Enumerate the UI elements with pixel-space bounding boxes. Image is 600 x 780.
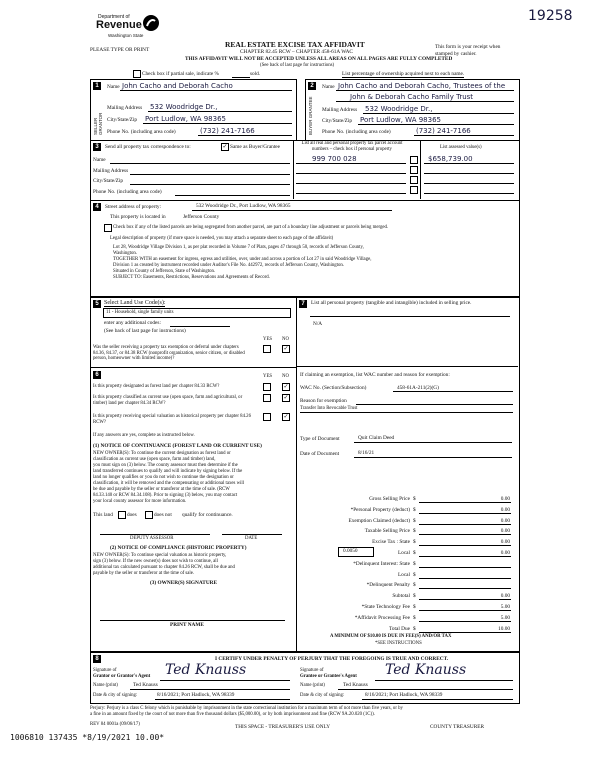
no-header-6: NO bbox=[282, 374, 289, 379]
same-as-buyer-label: Same as Buyer/Grantee bbox=[230, 144, 281, 150]
corr-phone-label: Phone No. (including area code) bbox=[93, 189, 162, 195]
parcel-number[interactable]: 999 700 028 bbox=[312, 155, 357, 163]
buyer-city[interactable]: Port Ludlow, WA 98365 bbox=[360, 116, 441, 124]
form-title: REAL ESTATE EXCISE TAX AFFIDAVIT bbox=[225, 40, 365, 49]
notice-line: be due and payable by the seller or transferor at the time of sale. (RCW bbox=[93, 487, 230, 492]
street-address[interactable]: 532 Woodridge Dr., Port Ludlow, WA 98365 bbox=[196, 203, 291, 209]
dor-logo-icon bbox=[142, 14, 160, 32]
section-2-number: 2 bbox=[308, 82, 316, 90]
legal-line: Division 1 as created by instrument recorded under Auditor's File No. 442972, records of Jefferson County, Washington. bbox=[113, 263, 344, 268]
current-use-question: Is this property classified as current use (open space, farm and agricultural, or timber) land per chapter 84.34 RCW? bbox=[93, 395, 243, 406]
personal-property-checkbox-4[interactable] bbox=[410, 186, 418, 194]
tax-row-label: Exemption Claimed (deduct) bbox=[348, 517, 410, 524]
segregated-checkbox[interactable] bbox=[104, 224, 112, 232]
sold-label: sold. bbox=[250, 71, 261, 77]
list-percentage-label: List percentage of ownership acquired next to each name. bbox=[342, 71, 465, 77]
historic-no[interactable]: ✓ bbox=[283, 413, 289, 420]
section-8-number: 8 bbox=[93, 655, 101, 663]
legal-line: TOGETHER WITH an easement for ingress, egress and utilities, over, under and across a portion of Lot 27 in said Woodridge Village, bbox=[113, 257, 372, 262]
assessed-value[interactable]: $658,739.00 bbox=[428, 155, 473, 163]
notice-line: land no longer qualifies or you do not wish to continue the designation or bbox=[93, 475, 234, 480]
reason-label: Reason for exemption bbox=[300, 398, 347, 404]
grantor-date-city[interactable]: 8/16/2021; Port Hadlock, WA 98339 bbox=[157, 692, 235, 698]
tax-row-value[interactable]: 0.00 bbox=[500, 496, 510, 502]
tax-row-label: *Personal Property (deduct) bbox=[350, 506, 410, 513]
see-back-note: (See back of last page for instructions) bbox=[260, 63, 335, 68]
dollar-sign: $ bbox=[413, 604, 416, 610]
corr-city-label: City/State/Zip bbox=[93, 178, 124, 184]
dor-logo: Department of Revenue Washington State bbox=[96, 14, 166, 42]
doc-type-label: Type of Document bbox=[300, 436, 340, 442]
exemption-label: If claiming an exemption, list WAC number and reason for exemption: bbox=[300, 372, 450, 378]
corr-name-label: Name bbox=[93, 157, 106, 163]
notice-line: your local county assessor for more information. bbox=[93, 499, 187, 504]
deputy-assessor-label: DEPUTY ASSESSOR bbox=[130, 536, 174, 541]
dollar-sign: $ bbox=[413, 614, 416, 621]
land-does-checkbox[interactable] bbox=[118, 511, 126, 519]
corr-mailing-label: Mailing Address bbox=[93, 168, 129, 174]
send-correspondence-label: Send all property tax correspondence to: bbox=[105, 144, 191, 150]
does-label: does bbox=[127, 512, 137, 518]
parcel-header: List all real and personal property tax parcel account numbers – check box if personal property bbox=[301, 141, 403, 152]
doc-date-label: Date of Document bbox=[300, 451, 340, 457]
seller-phone[interactable]: (732) 241-7166 bbox=[200, 127, 255, 135]
form-chapter: CHAPTER 82.45 RCW – CHAPTER 458-61A WAC bbox=[240, 49, 353, 55]
county-value[interactable]: Jefferson County bbox=[183, 214, 220, 220]
section-1-number: 1 bbox=[93, 82, 101, 90]
current-use-no[interactable]: ✓ bbox=[283, 394, 289, 401]
tax-row-label: *Delinquent Interest: State bbox=[353, 560, 410, 567]
notice-continuance-text bbox=[93, 451, 244, 505]
street-address-label: Street address of property: bbox=[105, 204, 162, 210]
section-5-number: 5 bbox=[93, 300, 101, 308]
not-accepted-notice: THIS AFFIDAVIT WILL NOT BE ACCEPTED UNLESS ALL AREAS ON ALL PAGES ARE FULLY COMPLETED bbox=[185, 56, 453, 62]
local-rate-box bbox=[338, 547, 374, 557]
receipt-note: This form is your receipt when stamped by cashier. bbox=[435, 44, 501, 57]
does-not-label: does not bbox=[154, 512, 172, 518]
section-7-number: 7 bbox=[299, 300, 307, 308]
grantor-signature[interactable]: Ted Knauss bbox=[165, 662, 247, 678]
see-instructions-note: *SEE INSTRUCTIONS bbox=[375, 641, 422, 646]
land-use-label: Select Land Use Code(s): bbox=[104, 300, 166, 306]
no-header: NO bbox=[282, 337, 289, 342]
grantee-date-label: Date & city of signing: bbox=[300, 693, 345, 698]
dollar-sign: $ bbox=[413, 528, 416, 535]
perjury-line: Perjury: Perjury is a class C felony which is punishable by imprisonment in the state correctional institution for a maximum term of not more than five years, or by bbox=[90, 706, 403, 711]
notice-continuance-title: (1) NOTICE OF CONTINUANCE (FOREST LAND OR CURRENT USE) bbox=[93, 443, 262, 449]
personal-property-checkbox-3[interactable] bbox=[410, 176, 418, 184]
tax-row-value[interactable]: 5.00 bbox=[500, 614, 510, 621]
dollar-sign: $ bbox=[413, 550, 416, 556]
perjury-line: a fine in an amount fixed by the court of not more than five thousand dollars ($5,000.00), or by both imprisonment and fine (RCW 9A.20.020 (1C)). bbox=[90, 712, 375, 717]
notice-compliance-text bbox=[93, 553, 235, 577]
notice-line: land transferred continues to qualify and will indicate by signing below. If the bbox=[93, 469, 243, 474]
seller-exemption-question: Was the seller receiving a property tax exemption or deferral under chapters 84.36, 84.37, or 84.38 RCW (nonprofit organization, senior citizen, or disabled person, homeowner with limited income)? bbox=[93, 345, 245, 361]
tax-row-label: Local bbox=[397, 550, 410, 556]
dollar-sign: $ bbox=[413, 582, 416, 589]
land-use-code: 11 - Household, single family units bbox=[106, 310, 174, 315]
tax-row-label: *State Technology Fee bbox=[361, 604, 410, 610]
notice-line: you must sign on (3) below. The county assessor must then determine if the bbox=[93, 463, 238, 468]
seller-exemption-no[interactable]: ✓ bbox=[283, 345, 289, 352]
personal-property-checkbox-1[interactable] bbox=[410, 156, 418, 164]
seller-name[interactable]: John Cacho and Deborah Cacho bbox=[122, 82, 233, 90]
dollar-sign: $ bbox=[413, 593, 416, 600]
tax-row-label: *Delinquent Penalty bbox=[366, 582, 410, 589]
yes-header-6: YES bbox=[263, 374, 273, 379]
owner-signature-label: (3) OWNER(S) SIGNATURE bbox=[150, 580, 217, 586]
print-name-label: PRINT NAME bbox=[170, 622, 204, 628]
minimum-fee-note: A MINIMUM OF $10.00 IS DUE IN FEE(S) AND/OR TAX bbox=[330, 634, 452, 639]
form-revision: REV 84 0001a (09/06/17) bbox=[90, 722, 140, 727]
grantor-sig-label: Signature of bbox=[93, 668, 117, 673]
notice-line: classification as current use (open space, farm and timber) land, bbox=[93, 457, 216, 462]
partial-sale-checkbox[interactable] bbox=[133, 70, 141, 78]
seller-mailing-label: Mailing Address bbox=[107, 105, 143, 111]
dollar-sign: $ bbox=[413, 560, 416, 567]
grantor-name-label: Name (print) bbox=[93, 683, 118, 688]
if-yes-instructions: If any answers are yes, complete as instructed below. bbox=[93, 433, 195, 438]
wac-number[interactable]: 458-61A-211(2)(G) bbox=[397, 385, 439, 391]
seller-side-label: SELLER GRANTOR bbox=[93, 112, 103, 135]
grantee-sig-label2: Grantee or Grantee's Agent bbox=[300, 674, 357, 679]
assessed-header: List assessed value(s) bbox=[440, 145, 482, 150]
notice-compliance-title: (2) NOTICE OF COMPLIANCE (HISTORIC PROPERTY) bbox=[110, 545, 247, 551]
buyer-phone-label: Phone No. (including area code) bbox=[322, 129, 391, 135]
tax-row-value[interactable]: 0.00 bbox=[500, 517, 510, 524]
notice-line: NEW OWNER(S): To continue the current designation as forest land or bbox=[93, 451, 231, 456]
section-6-number: 6 bbox=[93, 371, 101, 379]
deputy-date-label: DATE bbox=[245, 536, 258, 541]
grantee-name-label: Name (print) bbox=[300, 683, 325, 688]
tax-row-label: Subtotal bbox=[392, 593, 410, 600]
seller-city-label: City/State/Zip bbox=[107, 117, 138, 123]
local-rate[interactable]: 0.0050 bbox=[343, 548, 358, 554]
section-3-number: 3 bbox=[93, 143, 101, 151]
notice-line: sign (3) below. If the new owner(s) does not wish to continue, all bbox=[93, 559, 218, 564]
same-as-buyer-checkbox[interactable]: ✓ bbox=[222, 143, 228, 150]
grantor-name[interactable]: Ted Knauss bbox=[133, 682, 158, 688]
located-label: This property is located in bbox=[110, 214, 166, 220]
tax-row-label: Local bbox=[397, 571, 410, 578]
qualify-label: qualify for continuance. bbox=[182, 512, 233, 518]
partial-sale-label: Check box if partial sale, indicate % bbox=[142, 71, 219, 77]
handwritten-number: 19258 bbox=[528, 8, 573, 24]
personal-property-label: List all personal property (tangible and intangible) included in selling price. bbox=[311, 300, 472, 306]
dollar-sign: $ bbox=[413, 539, 416, 546]
buyer-mailing[interactable]: 532 Woodridge Dr., bbox=[365, 105, 433, 113]
land-does-not-checkbox[interactable] bbox=[145, 511, 153, 519]
additional-codes-label: enter any additional codes: bbox=[104, 320, 161, 326]
buyer-phone[interactable]: (732) 241-7166 bbox=[416, 127, 471, 135]
grantee-date-city[interactable]: 8/16/2021; Port Hadlock, WA 98339 bbox=[365, 692, 443, 698]
legal-line: Washington. bbox=[113, 251, 137, 256]
tax-row-label: Taxable Selling Price bbox=[364, 528, 410, 535]
perjury-notice bbox=[90, 706, 520, 718]
legal-line: Situated in County of Jefferson, State of Washington. bbox=[113, 269, 216, 274]
notice-line: NEW OWNER(S): To continue special valuation as historic property, bbox=[93, 553, 227, 558]
tax-row-value[interactable]: 0.00 bbox=[500, 593, 510, 600]
tax-row-value[interactable]: 0.00 bbox=[500, 506, 510, 513]
forest-land-yes[interactable] bbox=[263, 383, 271, 391]
tax-row-value[interactable]: 0.00 bbox=[500, 539, 510, 546]
county-treasurer-label: COUNTY TREASURER bbox=[430, 724, 485, 730]
tax-row-label: Total Due bbox=[389, 625, 410, 632]
grantee-signature[interactable]: Ted Knauss bbox=[385, 662, 467, 678]
type-or-print: PLEASE TYPE OR PRINT bbox=[90, 47, 150, 53]
tax-row-value[interactable]: 10.00 bbox=[498, 625, 510, 632]
buyer-name-label: Name bbox=[322, 84, 335, 90]
buyer-mailing-label: Mailing Address bbox=[322, 107, 358, 113]
personal-property-checkbox-2[interactable] bbox=[410, 166, 418, 174]
dollar-sign: $ bbox=[413, 571, 416, 578]
forest-land-no[interactable]: ✓ bbox=[283, 383, 289, 390]
tax-row-value[interactable]: 0.00 bbox=[500, 550, 510, 556]
tax-row-label: Excise Tax : State bbox=[372, 539, 410, 546]
historic-yes[interactable] bbox=[263, 413, 271, 421]
historic-question: Is this property receiving special valuation as historical property per chapter 84.26 RCW? bbox=[93, 414, 251, 425]
legal-description[interactable] bbox=[113, 245, 513, 281]
treasurer-stamp: 1006810 137435 *8/19/2021 10.00* bbox=[10, 733, 165, 742]
wac-label: WAC No. (Section/Subsection) bbox=[300, 385, 367, 391]
grantee-sig-label: Signature of bbox=[300, 668, 324, 673]
buyer-name-line1[interactable]: John Cacho and Deborah Cacho, Trustees of the bbox=[338, 82, 506, 90]
grantee-name[interactable]: Ted Knauss bbox=[343, 682, 368, 688]
notice-line: payable by the seller or transferor at the time of sale. bbox=[93, 571, 195, 576]
section-4-number: 4 bbox=[93, 203, 101, 211]
doc-type[interactable]: Quit Claim Deed bbox=[358, 435, 395, 441]
doc-date[interactable]: 8/16/21 bbox=[358, 450, 375, 456]
seller-exemption-yes[interactable] bbox=[263, 345, 271, 353]
buyer-city-label: City/State/Zip bbox=[322, 118, 353, 124]
dollar-sign: $ bbox=[413, 506, 416, 513]
dollar-sign: $ bbox=[413, 496, 416, 502]
this-land-label: This land bbox=[93, 512, 113, 518]
grantor-sig-label2: Grantor or Grantor's Agent bbox=[93, 674, 151, 679]
personal-property-value[interactable]: N/A bbox=[313, 321, 323, 327]
seller-name-label: Name bbox=[107, 84, 120, 90]
tax-row-value[interactable]: 5.00 bbox=[500, 604, 510, 610]
tax-row-label: *Affidavit Processing Fee bbox=[354, 614, 410, 621]
notice-line: additional tax calculated pursuant to chapter 84.26 RCW, shall be due and bbox=[93, 565, 235, 570]
treasurer-space-label: THIS SPACE - TREASURER'S USE ONLY bbox=[235, 724, 331, 730]
buyer-name-line2[interactable]: John & Deborah Cacho Family Trust bbox=[350, 93, 474, 101]
tax-row-label: Gross Selling Price bbox=[369, 496, 410, 502]
seller-mailing[interactable]: 532 Woodridge Dr., bbox=[150, 103, 218, 111]
certify-statement: I CERTIFY UNDER PENALTY OF PERJURY THAT THE FOREGOING IS TRUE AND CORRECT. bbox=[215, 656, 449, 662]
grantor-date-label: Date & city of signing: bbox=[93, 693, 138, 698]
legal-description-label: Legal description of property (if more space is needed, you may attach a separate sheet to each page of the affidavit) bbox=[110, 236, 334, 241]
seller-city[interactable]: Port Ludlow, WA 98365 bbox=[145, 115, 226, 123]
current-use-yes[interactable] bbox=[263, 394, 271, 402]
dollar-sign: $ bbox=[413, 517, 416, 524]
land-use-code-select[interactable] bbox=[103, 308, 291, 318]
dollar-sign: $ bbox=[413, 625, 416, 632]
buyer-side-label: BUYER GRANTEE bbox=[308, 96, 313, 135]
section-6-designation bbox=[90, 367, 297, 652]
forest-land-question: Is this property designated as forest land per chapter 84.33 RCW? bbox=[93, 384, 220, 389]
legal-line: Lot 28, Woodridge Village Division 1, as per plat recorded in Volume 7 of Plats, pages 47 through 50, records of Jefferson County, bbox=[113, 245, 364, 250]
seller-phone-label: Phone No. (including area code) bbox=[107, 129, 176, 135]
legal-line: SUBJECT TO: Easements, Restrictions, Reservations and Agreements of Record. bbox=[113, 275, 270, 280]
yes-header: YES bbox=[263, 337, 273, 342]
tax-row-value[interactable]: 0.00 bbox=[500, 528, 510, 535]
notice-line: 84.33.140 or RCW 84.34.108). Prior to signing (3) below, you may contact bbox=[93, 493, 238, 498]
land-use-see-back: (See back of last page for instructions) bbox=[104, 328, 186, 334]
notice-line: classification, it will be removed and the compensating or additional taxes will bbox=[93, 481, 245, 486]
exemption-reason[interactable]: Transfer Into Revocable Trust bbox=[300, 406, 358, 411]
segregated-label: Check box if any of the listed parcels are being segregated from another parcel, are part of a boundary line adjustment or parcels being merged. bbox=[113, 225, 389, 230]
